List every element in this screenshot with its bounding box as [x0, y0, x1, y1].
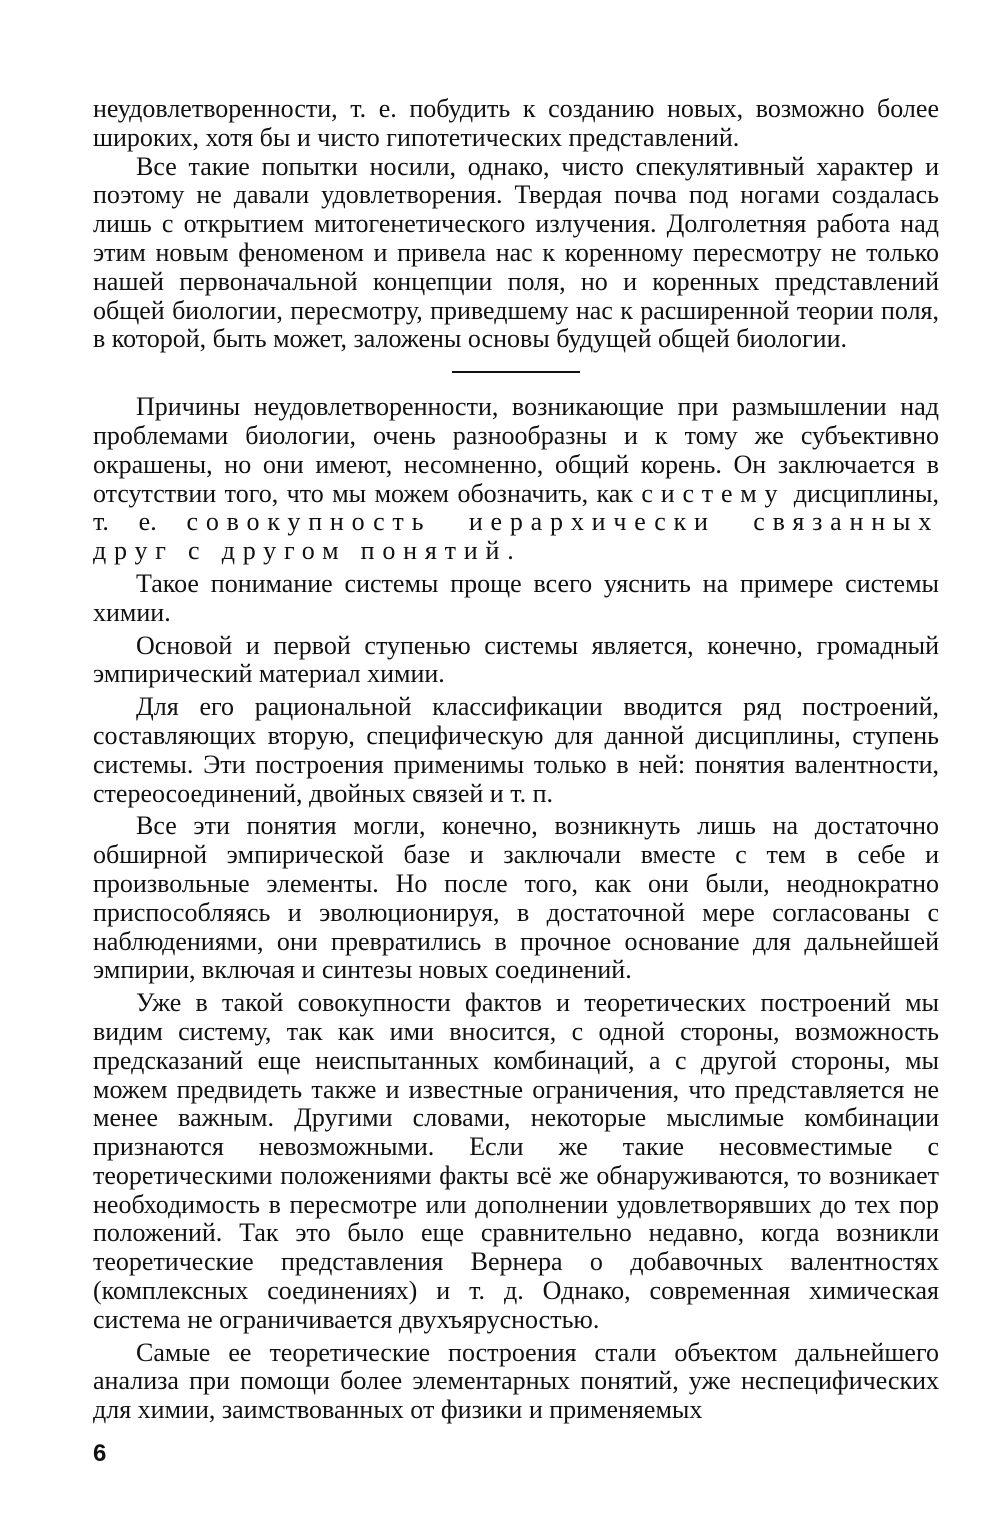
- paragraph-continuation: неудовлетворенности, т. е. побудить к созданию новых, возможно более широких, хотя бы и чисто гипотетических представлений.: [93, 94, 939, 152]
- paragraph-further-analysis: Самые ее теоретические построения стали объектом дальнейшего анализа при помощи более элементарных понятий, уже неспецифических для химии, заимствованных от физики и применяемых: [93, 1337, 939, 1425]
- paragraph-first-level: Основой и первой ступенью системы является, конечно, громадный эмпирический материал химии.: [93, 630, 939, 689]
- system-text-before: Причины неудовлетворенности, возникающие при размышлении над проблемами биологии, очень разнообразны и к тому же субъективно окрашены, но они имеют, несомненно, общий корень. Он заключается в отсутствии того, что мы можем обозначить, как: [93, 392, 939, 508]
- paragraph-chemistry-example: Такое понимание системы проще всего уяснить на примере системы химии.: [93, 568, 939, 627]
- emphasis-definition: совокупность иерархически связанных друг с другом понятий: [93, 507, 940, 566]
- system-text-middle: дисциплины, т. е.: [93, 478, 939, 537]
- emphasis-system: систему: [641, 478, 786, 508]
- system-text-after: .: [507, 536, 514, 566]
- page-text: [93, 95, 939, 1425]
- section-divider: [452, 371, 580, 373]
- paragraph-second-level: Для его рациональной классификации вводится ряд построений, составляющих вторую, специфическую для данной дисциплины, ступень системы. Эти построения применимы только в ней: понятия валентности, стереосоединений, двойных связей и т. п.: [93, 692, 939, 808]
- paragraph-system-definition: [93, 393, 939, 566]
- paragraph-system-predictions: Уже в такой совокупности фактов и теоретических построений мы видим систему, так как ими вносится, с одной стороны, возможность предсказаний еще неиспытанных комбинаций, а с другой стороны, мы можем предвидеть также и известные ограничения, что представляется не менее важным. Другими словами, некоторые мыслимые комбинации признаются невозможными. Если же такие несовместимые с теоретическими положениями факты всё же обнаруживаются, то возникает необходимость в пересмотре или дополнении удовлетворявших до тех пор положений. Так это было еще сравнительно недавно, когда возникли теоретические представления Вернера о добавочных валентностях (комплексных соединениях) и т. д. Однако, современная химическая система не ограничивается двухъярусностью.: [93, 988, 939, 1334]
- paragraph-field-history: Все такие попытки носили, однако, чисто спекулятивный характер и поэтому не давали удовлетворения. Твердая почва под ногами создалась лишь с открытием митогенетического излучения. Долголетняя работа над этим новым феноменом и привела нас к коренному пересмотру не только нашей первоначальной концепции поля, но и коренных представлений общей биологии, пересмотру, приведшему нас к расширенной теории поля, в которой, быть может, заложены основы будущей общей биологии.: [93, 151, 939, 354]
- paragraph-concepts-origin: Все эти понятия могли, конечно, возникнуть лишь на достаточно обширной эмпирической базе и заключали вместе с тем в себе и произвольные элементы. Но после того, как они были, неоднократно приспособляясь и эволюционируя, в достаточной мере согласованы с наблюдениями, они превратились в прочное основание для дальнейшей эмпирии, включая и синтезы новых соединений.: [93, 811, 939, 985]
- page-number: 6: [93, 1440, 107, 1467]
